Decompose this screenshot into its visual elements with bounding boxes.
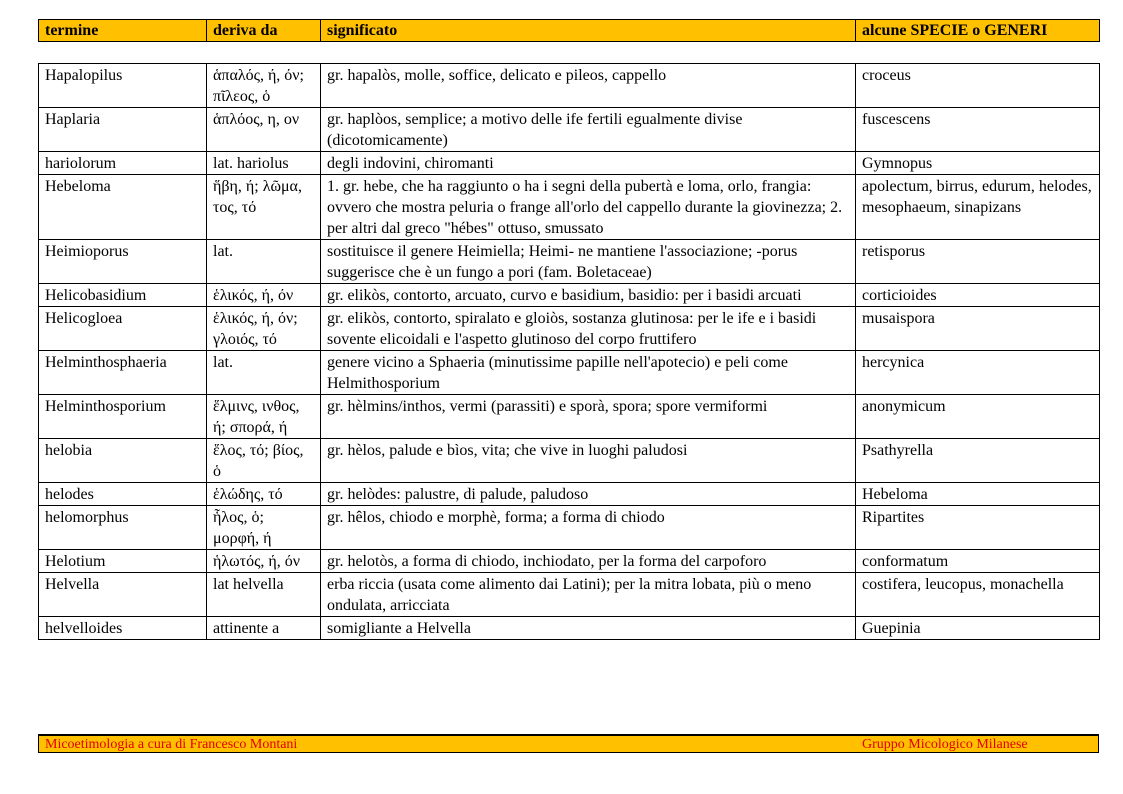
table-row xyxy=(39,506,1100,550)
table-row xyxy=(39,108,1100,152)
table-row xyxy=(39,64,1100,108)
cell-specie: corticioides xyxy=(856,284,1100,307)
cell-termine: hariolorum xyxy=(39,152,207,175)
table-row xyxy=(39,175,1100,240)
cell-specie: Psathyrella xyxy=(856,439,1100,483)
cell-specie: Guepinia xyxy=(856,617,1100,640)
table-row xyxy=(39,573,1100,617)
table-row xyxy=(39,351,1100,395)
column-header-bar xyxy=(38,19,1100,42)
cell-significato: somigliante a Helvella xyxy=(321,617,856,640)
cell-deriva-da: ἑλώδης, τό xyxy=(207,483,321,506)
cell-termine: Helvella xyxy=(39,573,207,617)
cell-deriva-da: ἑλικός, ή, όν; γλοιός, τό xyxy=(207,307,321,351)
cell-deriva-da: ἁπλόος, η, ον xyxy=(207,108,321,152)
cell-deriva-da: ἕλος, τό; βίος, ὁ xyxy=(207,439,321,483)
cell-specie: conformatum xyxy=(856,550,1100,573)
cell-termine: helomorphus xyxy=(39,506,207,550)
table-row xyxy=(39,284,1100,307)
table-row xyxy=(39,483,1100,506)
footer-author: Micoetimologia a cura di Francesco Montani xyxy=(45,737,298,752)
cell-termine: Helotium xyxy=(39,550,207,573)
cell-deriva-da: ἡλωτός, ή, όν xyxy=(207,550,321,573)
cell-significato: gr. elikòs, contorto, arcuato, curvo e basidium, basidio: per i basidi arcuati xyxy=(321,284,856,307)
cell-specie: costifera, leucopus, monachella xyxy=(856,573,1100,617)
table-row xyxy=(39,550,1100,573)
table-row xyxy=(39,307,1100,351)
cell-deriva-da: ἁπαλός, ή, όν; πῖλεος, ὁ xyxy=(207,64,321,108)
table-row xyxy=(39,395,1100,439)
cell-significato: gr. helotòs, a forma di chiodo, inchiodato, per la forma del carpoforo xyxy=(321,550,856,573)
header-deriva-da: deriva da xyxy=(207,20,321,42)
cell-significato: degli indovini, chiromanti xyxy=(321,152,856,175)
cell-significato: sostituisce il genere Heimiella; Heimi- ne mantiene l'associazione; -porus suggerisce che è un fungo a pori (fam. Boletaceae) xyxy=(321,240,856,284)
table-row xyxy=(39,152,1100,175)
cell-specie: apolectum, birrus, edurum, helodes, mesophaeum, sinapizans xyxy=(856,175,1100,240)
page-footer xyxy=(38,734,1099,753)
footer-organization: Gruppo Micologico Milanese xyxy=(862,737,1028,752)
cell-termine: Helicobasidium xyxy=(39,284,207,307)
cell-deriva-da: lat. xyxy=(207,240,321,284)
cell-deriva-da: lat. xyxy=(207,351,321,395)
cell-termine: Helminthosporium xyxy=(39,395,207,439)
cell-termine: Helicogloea xyxy=(39,307,207,351)
cell-specie: Gymnopus xyxy=(856,152,1100,175)
cell-deriva-da: lat helvella xyxy=(207,573,321,617)
header-significato: significato xyxy=(321,20,856,42)
cell-deriva-da: ἥβη, ή; λῶμα, τος, τό xyxy=(207,175,321,240)
cell-specie: Hebeloma xyxy=(856,483,1100,506)
table-row xyxy=(39,617,1100,640)
cell-termine: Hapalopilus xyxy=(39,64,207,108)
cell-specie: musaispora xyxy=(856,307,1100,351)
cell-termine: helvelloides xyxy=(39,617,207,640)
glossary-table xyxy=(38,63,1100,640)
cell-specie: Ripartites xyxy=(856,506,1100,550)
cell-significato: gr. hêlos, chiodo e morphè, forma; a forma di chiodo xyxy=(321,506,856,550)
cell-significato: 1. gr. hebe, che ha raggiunto o ha i segni della pubertà e loma, orlo, frangia: ovvero che mostra peluria o frange all'orlo del cappello durante la giovinezza; 2. per altri dal greco "hébes" ottuso, smussato xyxy=(321,175,856,240)
cell-termine: Heimioporus xyxy=(39,240,207,284)
cell-termine: helodes xyxy=(39,483,207,506)
cell-deriva-da: ἕλμινς, ινθος, ή; σπορά, ή xyxy=(207,395,321,439)
table-row xyxy=(39,240,1100,284)
cell-significato: gr. haplòos, semplice; a motivo delle ife fertili egualmente divise (dicotomicamente) xyxy=(321,108,856,152)
cell-termine: Haplaria xyxy=(39,108,207,152)
cell-significato: gr. hèlos, palude e bìos, vita; che vive in luoghi paludosi xyxy=(321,439,856,483)
cell-significato: gr. hapalòs, molle, soffice, delicato e pileos, cappello xyxy=(321,64,856,108)
header-termine: termine xyxy=(39,20,207,42)
cell-specie: anonymicum xyxy=(856,395,1100,439)
cell-specie: hercynica xyxy=(856,351,1100,395)
cell-significato: gr. elikòs, contorto, spiralato e gloiòs, sostanza glutinosa: per le ife e i basidi sovente elicoidali e l'aspetto glutinoso del corpo fruttifero xyxy=(321,307,856,351)
cell-deriva-da: attinente a xyxy=(207,617,321,640)
cell-significato: gr. helòdes: palustre, di palude, paludoso xyxy=(321,483,856,506)
cell-deriva-da: ἑλικός, ή, όν xyxy=(207,284,321,307)
cell-significato: erba riccia (usata come alimento dai Latini); per la mitra lobata, più o meno ondulata, arricciata xyxy=(321,573,856,617)
cell-specie: retisporus xyxy=(856,240,1100,284)
header-specie-generi: alcune SPECIE o GENERI xyxy=(856,20,1100,42)
cell-specie: fuscescens xyxy=(856,108,1100,152)
cell-significato: gr. hèlmins/inthos, vermi (parassiti) e sporà, spora; spore vermiformi xyxy=(321,395,856,439)
cell-deriva-da: ἧλος, ὁ; μορφή, ή xyxy=(207,506,321,550)
cell-specie: croceus xyxy=(856,64,1100,108)
table-row xyxy=(39,439,1100,483)
cell-deriva-da: lat. hariolus xyxy=(207,152,321,175)
cell-significato: genere vicino a Sphaeria (minutissime papille nell'apotecio) e peli come Helmithosporium xyxy=(321,351,856,395)
cell-termine: Hebeloma xyxy=(39,175,207,240)
cell-termine: helobia xyxy=(39,439,207,483)
cell-termine: Helminthosphaeria xyxy=(39,351,207,395)
